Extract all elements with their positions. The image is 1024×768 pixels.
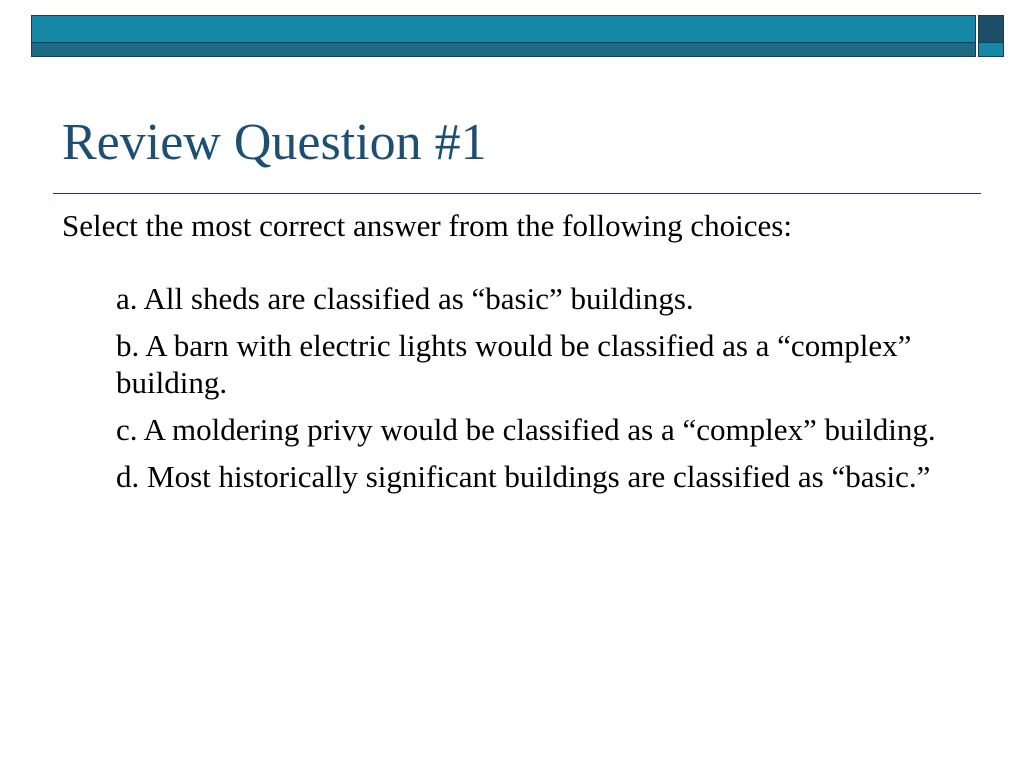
corner-decorative-block (978, 15, 1004, 57)
corner-upper-square (979, 16, 1003, 43)
title-divider (53, 193, 981, 194)
answer-choices (62, 280, 992, 495)
slide-body (62, 207, 992, 505)
answer-choice-d: d. Most historically significant buildings are classified as “basic.” (116, 459, 931, 494)
answer-choice-a: a. All sheds are classified as “basic” buildings. (116, 281, 694, 316)
answer-choice-c: c. A moldering privy would be classified as a “complex” building. (116, 412, 936, 447)
band-upper-stripe (32, 16, 975, 43)
top-decorative-band (31, 15, 976, 57)
question-prompt: Select the most correct answer from the following choices: (62, 208, 792, 243)
corner-lower-square (979, 43, 1003, 56)
band-lower-stripe (32, 43, 975, 56)
slide-title: Review Question #1 (62, 114, 487, 171)
answer-choice-b: b. A barn with electric lights would be classified as a “complex” building. (116, 328, 912, 400)
